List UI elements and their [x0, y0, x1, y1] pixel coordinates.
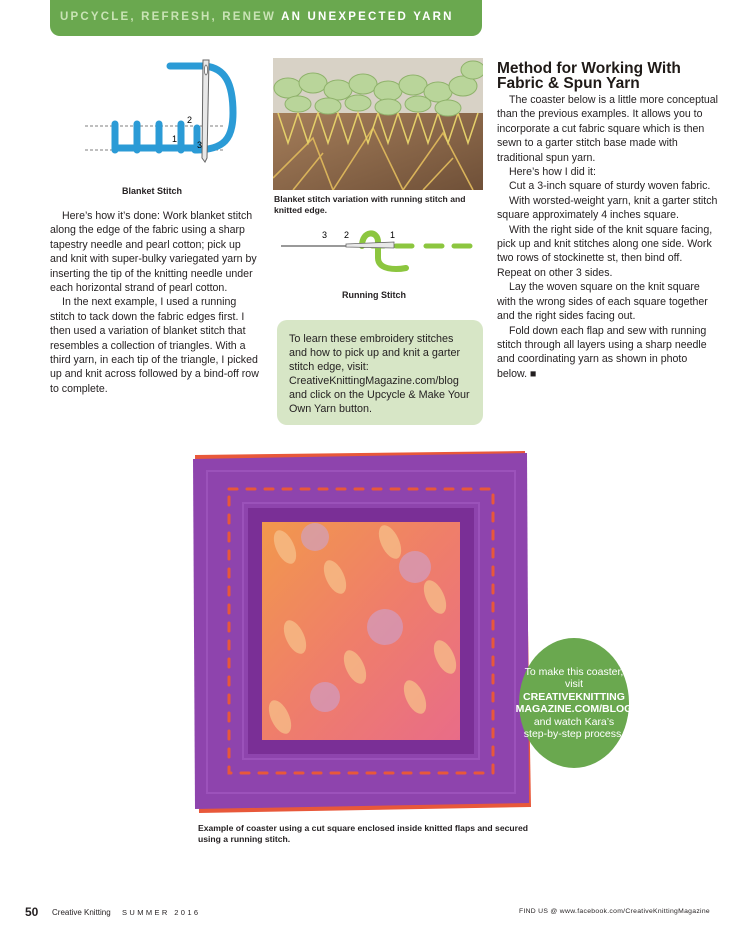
right-column-text [497, 93, 719, 381]
badge-outro: and watch Kara’s step-by-step process. [523, 715, 625, 740]
needle-icon [346, 242, 394, 248]
coaster-photo [185, 447, 537, 819]
step-number-1: 1 [172, 134, 178, 144]
page-number: 50 [25, 905, 39, 919]
paragraph: Fold down each flap and sew with running stitch through all layers using a sharp needle and coordinating yarn as shown in photo below. ■ [497, 324, 707, 380]
badge-intro: To make this coaster, visit [524, 665, 624, 690]
paragraph: With worsted-weight yarn, knit a garter stitch square approximately 4 inches square. [497, 194, 718, 222]
running-stitch-diagram [276, 224, 481, 286]
blanket-stitch-photo-caption: Blanket stitch variation with running stitch and knitted edge. [274, 194, 466, 215]
step-number-2: 2 [344, 230, 350, 240]
video-badge[interactable] [515, 638, 633, 768]
running-stitch-label: Running Stitch [342, 290, 406, 300]
facebook-link[interactable]: FIND US @ www.facebook.com/CreativeKnittingMagazine [518, 908, 710, 915]
coaster-caption: Example of coaster using a cut square enclosed inside knitted flaps and secured using a running stitch. [198, 823, 529, 844]
section-title: AN UNEXPECTED YARN [281, 11, 454, 23]
section-header [50, 0, 482, 36]
method-heading: Method for Working With Fabric & Spun Yarn [497, 60, 681, 92]
blanket-stitch-label: Blanket Stitch [122, 186, 183, 196]
paragraph: The coaster below is a little more conceptual than the previous examples. It allows you to incorporate a cut fabric square which is then sewn to a garter stitch base made with traditional spun yarn. [497, 94, 719, 164]
paragraph: With the right side of the knit square facing, pick up and knit stitches along one side. Work two rows of stockinette st, then bind off. Repeat on other 3 sides. [497, 223, 713, 279]
paragraph: Here’s how it’s done: Work blanket stitch along the edge of the fabric using a sharp tapestry needle and pearl cotton; pick up and knit with super-bulky variegated yarn by inserting the tip of the knitting needle under each horizontal strand of pearl cotton. [50, 210, 257, 295]
paragraph: Cut a 3-inch square of sturdy woven fabric. [509, 180, 711, 193]
blanket-stitch-diagram [75, 58, 245, 176]
paragraph: Here’s how I did it: [509, 166, 596, 179]
blanket-stitch-photo [273, 58, 483, 190]
badge-link[interactable]: CREATIVEKNITTING MAGAZINE.COM/BLOG [515, 690, 633, 715]
magazine-name: Creative Knitting [52, 908, 111, 917]
section-label: UPCYCLE, REFRESH, RENEW [60, 11, 277, 23]
blanket-stitch-thread [115, 124, 197, 150]
callout-box: To learn these embroidery stitches and how to pick up and knit a garter stitch edge, visit: CreativeKnittingMagazine.com/blog and click on the Upcycle & Make Your Own Yarn button. [277, 320, 483, 425]
step-number-1: 1 [390, 230, 396, 240]
left-column-text [50, 209, 261, 396]
step-number-3: 3 [197, 140, 203, 150]
step-number-3: 3 [322, 230, 328, 240]
paragraph: Lay the woven square on the knit square with the wrong sides of each square together and the right sides facing out. [497, 281, 708, 323]
issue-season: SUMMER 2016 [122, 908, 201, 917]
step-number-2: 2 [187, 115, 193, 125]
paragraph: In the next example, I used a running stitch to tack down the fabric edges first. I then used a variation of blanket stitch that resembles a collection of triangles. With a third yarn, in each tip of the triangle, I picked up and knit across followed by a bind-off row to complete. [50, 296, 259, 395]
